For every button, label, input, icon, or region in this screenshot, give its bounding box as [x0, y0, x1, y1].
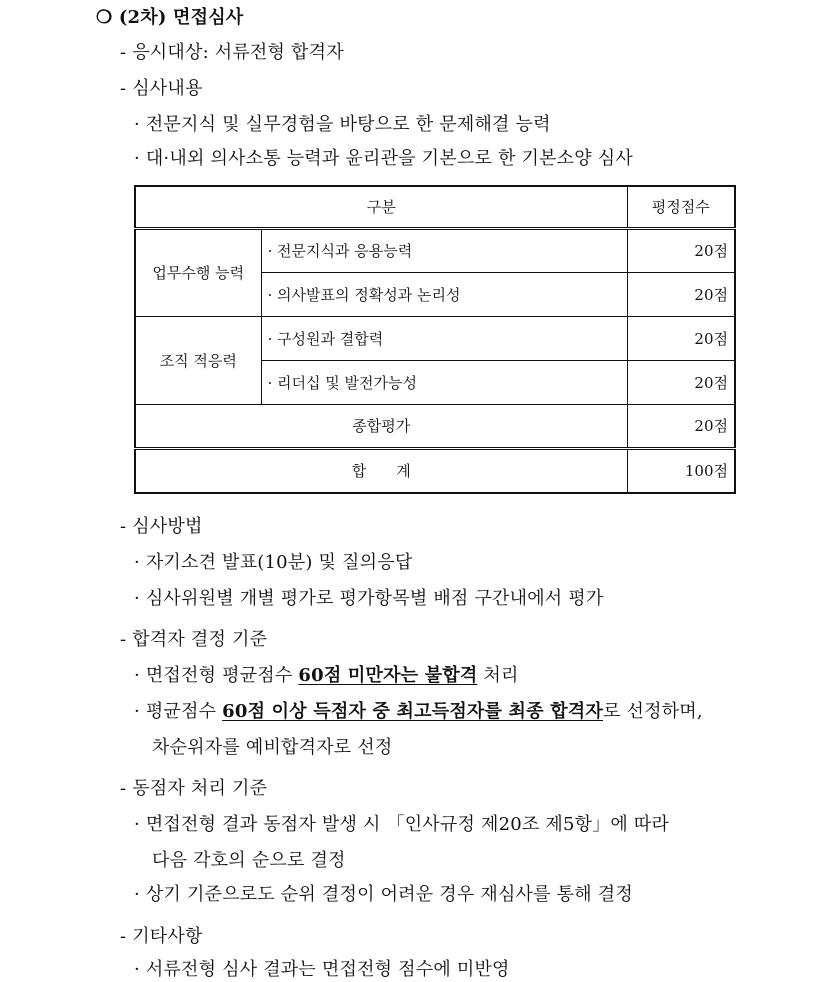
content-item-2 [134, 147, 633, 171]
method-item-2-text: 심사위원별 개별 평가로 평가항목별 배점 구간내에서 평가 [145, 588, 604, 609]
score-table [134, 185, 736, 494]
decision-item-1-post: 처리 [477, 665, 519, 686]
etc-heading-line [120, 925, 203, 949]
score-3: 20점 [627, 316, 735, 360]
score-2: 20점 [627, 272, 735, 316]
group-1-item-2: · 의사발표의 정확성과 논리성 [261, 272, 627, 316]
dot-bullet: · [134, 814, 140, 835]
score-1: 20점 [627, 228, 735, 272]
method-item-2 [134, 587, 603, 611]
decision-item-1 [134, 664, 519, 688]
dot-bullet: · [134, 114, 140, 135]
content-heading: 심사내용 [132, 78, 203, 99]
tie-heading: 동점자 처리 기준 [132, 778, 268, 799]
tie-item-1-text: 면접전형 결과 동점자 발생 시 「인사규정 제20조 제5항」에 따라 [145, 814, 670, 835]
method-heading: 심사방법 [132, 516, 203, 537]
table-row [135, 404, 735, 448]
group-1-label: 업무수행 능력 [135, 228, 261, 316]
decision-item-2-emphasis: 60점 이상 득점자 중 최고득점자를 최종 합격자 [222, 701, 603, 722]
target-text: 응시대상: 서류전형 합격자 [132, 42, 344, 63]
header-category: 구분 [135, 186, 627, 228]
header-score: 평정점수 [627, 186, 735, 228]
table-header-row [135, 186, 735, 228]
tie-item-2-text: 상기 기준으로도 순위 결정이 어려운 경우 재심사를 통해 결정 [145, 884, 633, 905]
decision-item-2-pre: 평균점수 [145, 701, 223, 722]
decision-item-1-pre: 면접전형 평균점수 [145, 665, 299, 686]
etc-item-1 [134, 958, 510, 982]
method-heading-line [120, 515, 203, 539]
decision-item-2-post: 로 선정하며, [602, 701, 703, 722]
dot-bullet: · [134, 884, 140, 905]
dash-bullet: - [120, 42, 127, 63]
tie-item-1 [134, 813, 669, 837]
score-4: 20점 [627, 360, 735, 404]
score-5: 20점 [627, 404, 735, 448]
overall-label: 종합평가 [135, 404, 627, 448]
target-line [120, 41, 344, 65]
content-item-1 [134, 113, 551, 137]
content-heading-line [120, 77, 203, 101]
dot-bullet: · [134, 665, 140, 686]
dash-bullet: - [120, 778, 127, 799]
stage-title: (2차) 면접심사 [118, 7, 244, 28]
total-label: 합 계 [135, 448, 627, 493]
group-2-item-1: · 구성원과 결합력 [261, 316, 627, 360]
decision-item-1-emphasis: 60점 미만자는 불합격 [298, 665, 478, 686]
dash-bullet: - [120, 926, 127, 947]
content-item-1-text: 전문지식 및 실무경험을 바탕으로 한 문제해결 능력 [145, 114, 551, 135]
content-item-2-text: 대·내외 의사소통 능력과 윤리관을 기본으로 한 기본소양 심사 [145, 148, 633, 169]
score-total: 100점 [627, 448, 735, 493]
etc-heading: 기타사항 [132, 926, 203, 947]
group-1-item-1: · 전문지식과 응용능력 [261, 228, 627, 272]
dash-bullet: - [120, 78, 127, 99]
stage-title-line [96, 6, 243, 30]
decision-heading: 합격자 결정 기준 [132, 629, 268, 650]
tie-heading-line [120, 777, 267, 801]
dot-bullet: · [134, 701, 140, 722]
method-item-1 [134, 551, 412, 575]
circle-bullet-icon: ❍ [96, 7, 113, 28]
method-item-1-text: 자기소견 발표(10분) 및 질의응답 [145, 552, 413, 573]
dot-bullet: · [134, 959, 140, 980]
table-row [135, 316, 735, 360]
dot-bullet: · [134, 148, 140, 169]
decision-item-2-cont: 차순위자를 예비합격자로 선정 [152, 737, 393, 758]
dot-bullet: · [134, 552, 140, 573]
dash-bullet: - [120, 516, 127, 537]
tie-item-2 [134, 883, 633, 907]
decision-heading-line [120, 628, 267, 652]
etc-item-1-text: 서류전형 심사 결과는 면접전형 점수에 미반영 [145, 959, 510, 980]
table-row [135, 228, 735, 272]
dot-bullet: · [134, 588, 140, 609]
table-total-row [135, 448, 735, 493]
decision-item-2 [134, 700, 703, 724]
group-2-label: 조직 적응력 [135, 316, 261, 404]
tie-item-1-cont: 다음 각호의 순으로 결정 [152, 850, 346, 871]
dash-bullet: - [120, 629, 127, 650]
group-2-item-2: · 리더십 및 발전가능성 [261, 360, 627, 404]
